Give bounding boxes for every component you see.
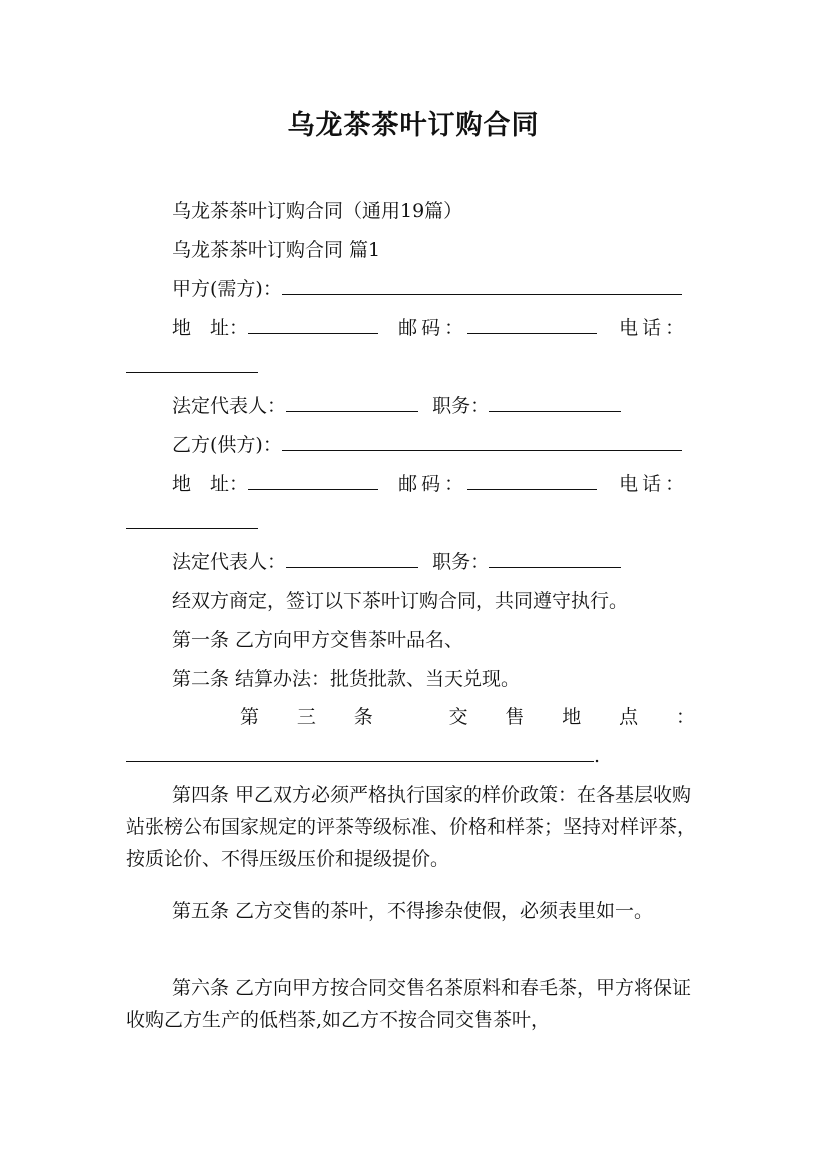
address-b-label: 地 址： [172, 473, 249, 495]
article-3-char: 条 [353, 706, 373, 728]
address-a-line [172, 315, 688, 341]
party-b-blank [282, 432, 682, 451]
article-3-blank [126, 743, 594, 762]
address-a-blank [248, 315, 378, 334]
postcode-a-blank [467, 315, 597, 334]
address-a-label: 地 址： [172, 317, 249, 339]
article-3-blank-line [126, 743, 600, 769]
post-a-label: 职务： [432, 395, 490, 417]
article-3-end: . [594, 745, 601, 767]
article-3-char: ： [675, 706, 695, 728]
article-3-char: 地 [562, 706, 582, 728]
phone-b-blank [126, 510, 258, 529]
post-a-blank [489, 393, 621, 412]
article-2: 第二条 结算办法：批货批款、当天兑现。 [172, 668, 521, 690]
agreement-sentence: 经双方商定，签订以下茶叶订购合同，共同遵守执行。 [172, 590, 629, 612]
article-1: 第一条 乙方向甲方交售茶叶品名、 [172, 629, 464, 651]
article-6 [126, 972, 706, 1036]
phone-a-label: 电话： [619, 317, 689, 339]
article-3-char: 交 [448, 706, 468, 728]
article-5-text: 第五条 乙方交售的茶叶，不得掺杂使假，必须表里如一。 [172, 900, 654, 922]
article-3-char: 点 [619, 706, 639, 728]
legal-b-line [172, 549, 621, 575]
post-b-label: 职务： [432, 551, 490, 573]
party-a-label: 甲方(需方)： [172, 278, 282, 300]
subtitle: 乌龙茶茶叶订购合同（通用19篇） [172, 200, 463, 222]
legal-a-label: 法定代表人： [172, 395, 287, 417]
chapter-heading: 乌龙茶茶叶订购合同 篇1 [172, 239, 381, 261]
article-4-text: 第四条 甲乙双方必须严格执行国家的样价政策：在各基层收购站张榜公布国家规定的评茶等级标准、价格和样茶；坚持对样评茶，按质论价、不得压级压价和提级提价。 [126, 784, 697, 870]
party-b-label: 乙方(供方)： [172, 434, 282, 456]
legal-b-label: 法定代表人： [172, 551, 287, 573]
article-6-text: 第六条 乙方向甲方按合同交售名茶原料和春毛茶，甲方将保证收购乙方生产的低档茶,如乙方不按合同交售茶叶， [126, 977, 692, 1031]
party-a-line [172, 276, 682, 302]
article-5 [126, 895, 706, 927]
phone-b-label: 电话： [619, 473, 689, 495]
address-b-blank [248, 471, 378, 490]
legal-a-line [172, 393, 621, 419]
party-a-blank [282, 276, 682, 295]
article-3-heading [240, 704, 695, 730]
address-b-line [172, 471, 688, 497]
postcode-b-blank [467, 471, 597, 490]
phone-a-blank-line [126, 354, 258, 380]
phone-b-blank-line [126, 510, 258, 536]
legal-a-blank [286, 393, 418, 412]
article-3-char: 第 [240, 706, 260, 728]
article-4 [126, 779, 706, 875]
document-title: 乌龙茶茶叶订购合同 [287, 110, 540, 141]
article-3-char: 售 [505, 706, 525, 728]
party-b-line [172, 432, 682, 458]
article-3-char: 三 [296, 706, 316, 728]
postcode-b-label: 邮码： [398, 473, 468, 495]
post-b-blank [489, 549, 621, 568]
phone-a-blank [126, 354, 258, 373]
postcode-a-label: 邮码： [398, 317, 468, 339]
legal-b-blank [286, 549, 418, 568]
